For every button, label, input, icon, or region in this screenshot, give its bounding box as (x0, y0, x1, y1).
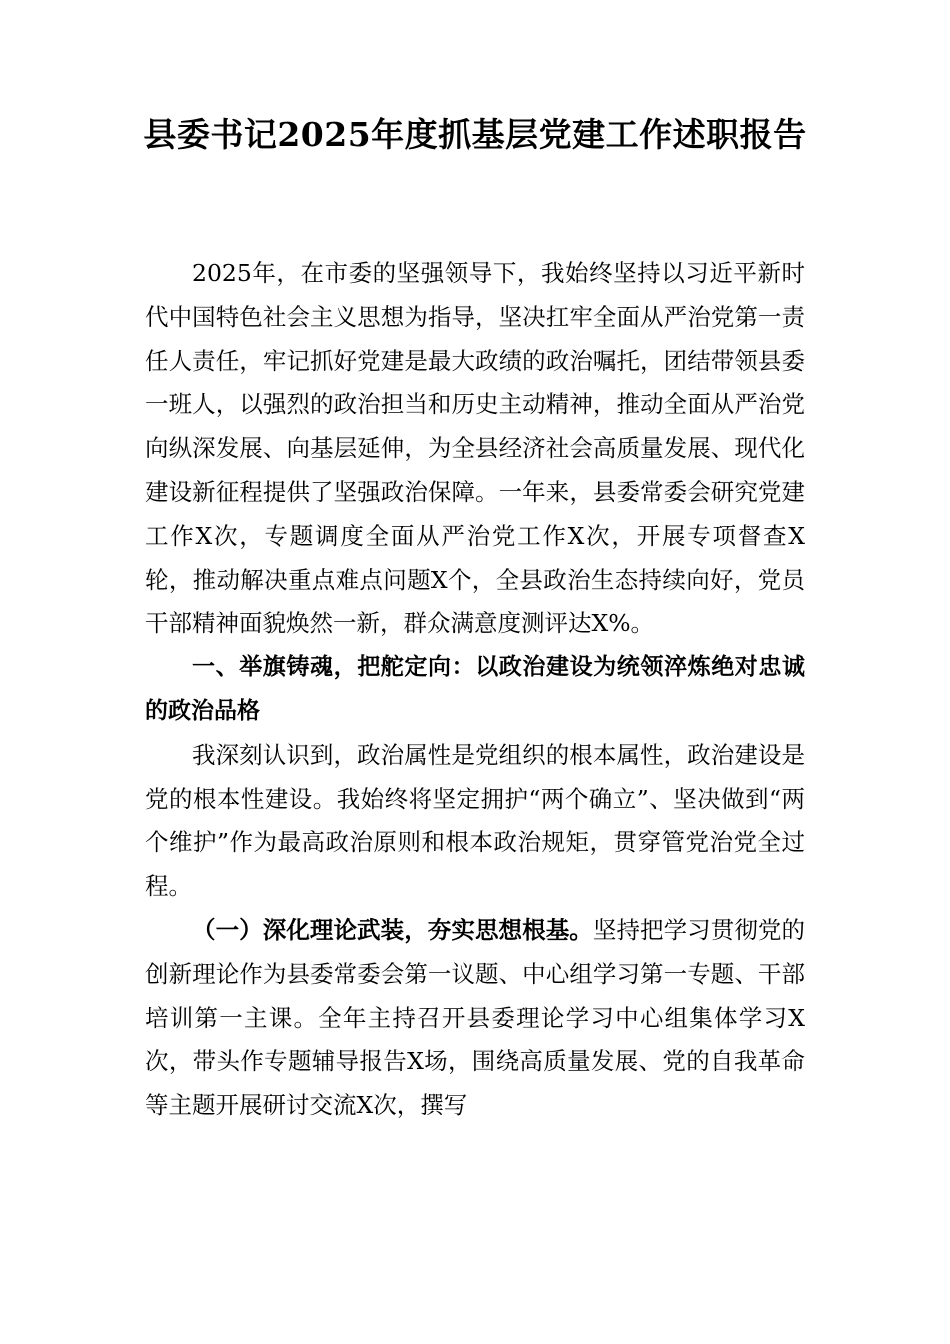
document-title: 县委书记2025年度抓基层党建工作述职报告 (143, 115, 807, 154)
subsection-1-paragraph (145, 909, 805, 1128)
section-1-heading: 一、举旗铸魂，把舵定向：以政治建设为统领淬炼绝对忠诚的政治品格 (145, 654, 805, 724)
document-body (145, 252, 805, 1128)
section-1-paragraph: 我深刻认识到，政治属性是党组织的根本属性，政治建设是党的根本性建设。我始终将坚定拥护“两个确立”、坚决做到“两个维护”作为最高政治原则和根本政治规矩，贯穿管党治党全过程。 (145, 740, 805, 901)
subsection-1-text: 坚持把学习贯彻党的创新理论作为县委常委会第一议题、中心组学习第一专题、干部培训第一主课。全年主持召开县委理论学习中心组集体学习X次，带头作专题辅导报告X场，围绕高质量发展、党的自我革命等主题开展研讨交流X次，撰写 (145, 915, 805, 1120)
subsection-1-heading: （一）深化理论武装，夯实思想根基。 (192, 915, 593, 944)
intro-paragraph: 2025年，在市委的坚强领导下，我始终坚持以习近平新时代中国特色社会主义思想为指导，坚决扛牢全面从严治党第一责任人责任，牢记抓好党建是最大政绩的政治嘱托，团结带领县委一班人，以强烈的政治担当和历史主动精神，推动全面从严治党向纵深发展、向基层延伸，为全县经济社会高质量发展、现代化建设新征程提供了坚强政治保障。一年来，县委常委会研究党建工作X次，专题调度全面从严治党工作X次，开展专项督查X轮，推动解决重点难点问题X个，全县政治生态持续向好，党员干部精神面貌焕然一新，群众满意度测评达X%。 (145, 259, 805, 638)
